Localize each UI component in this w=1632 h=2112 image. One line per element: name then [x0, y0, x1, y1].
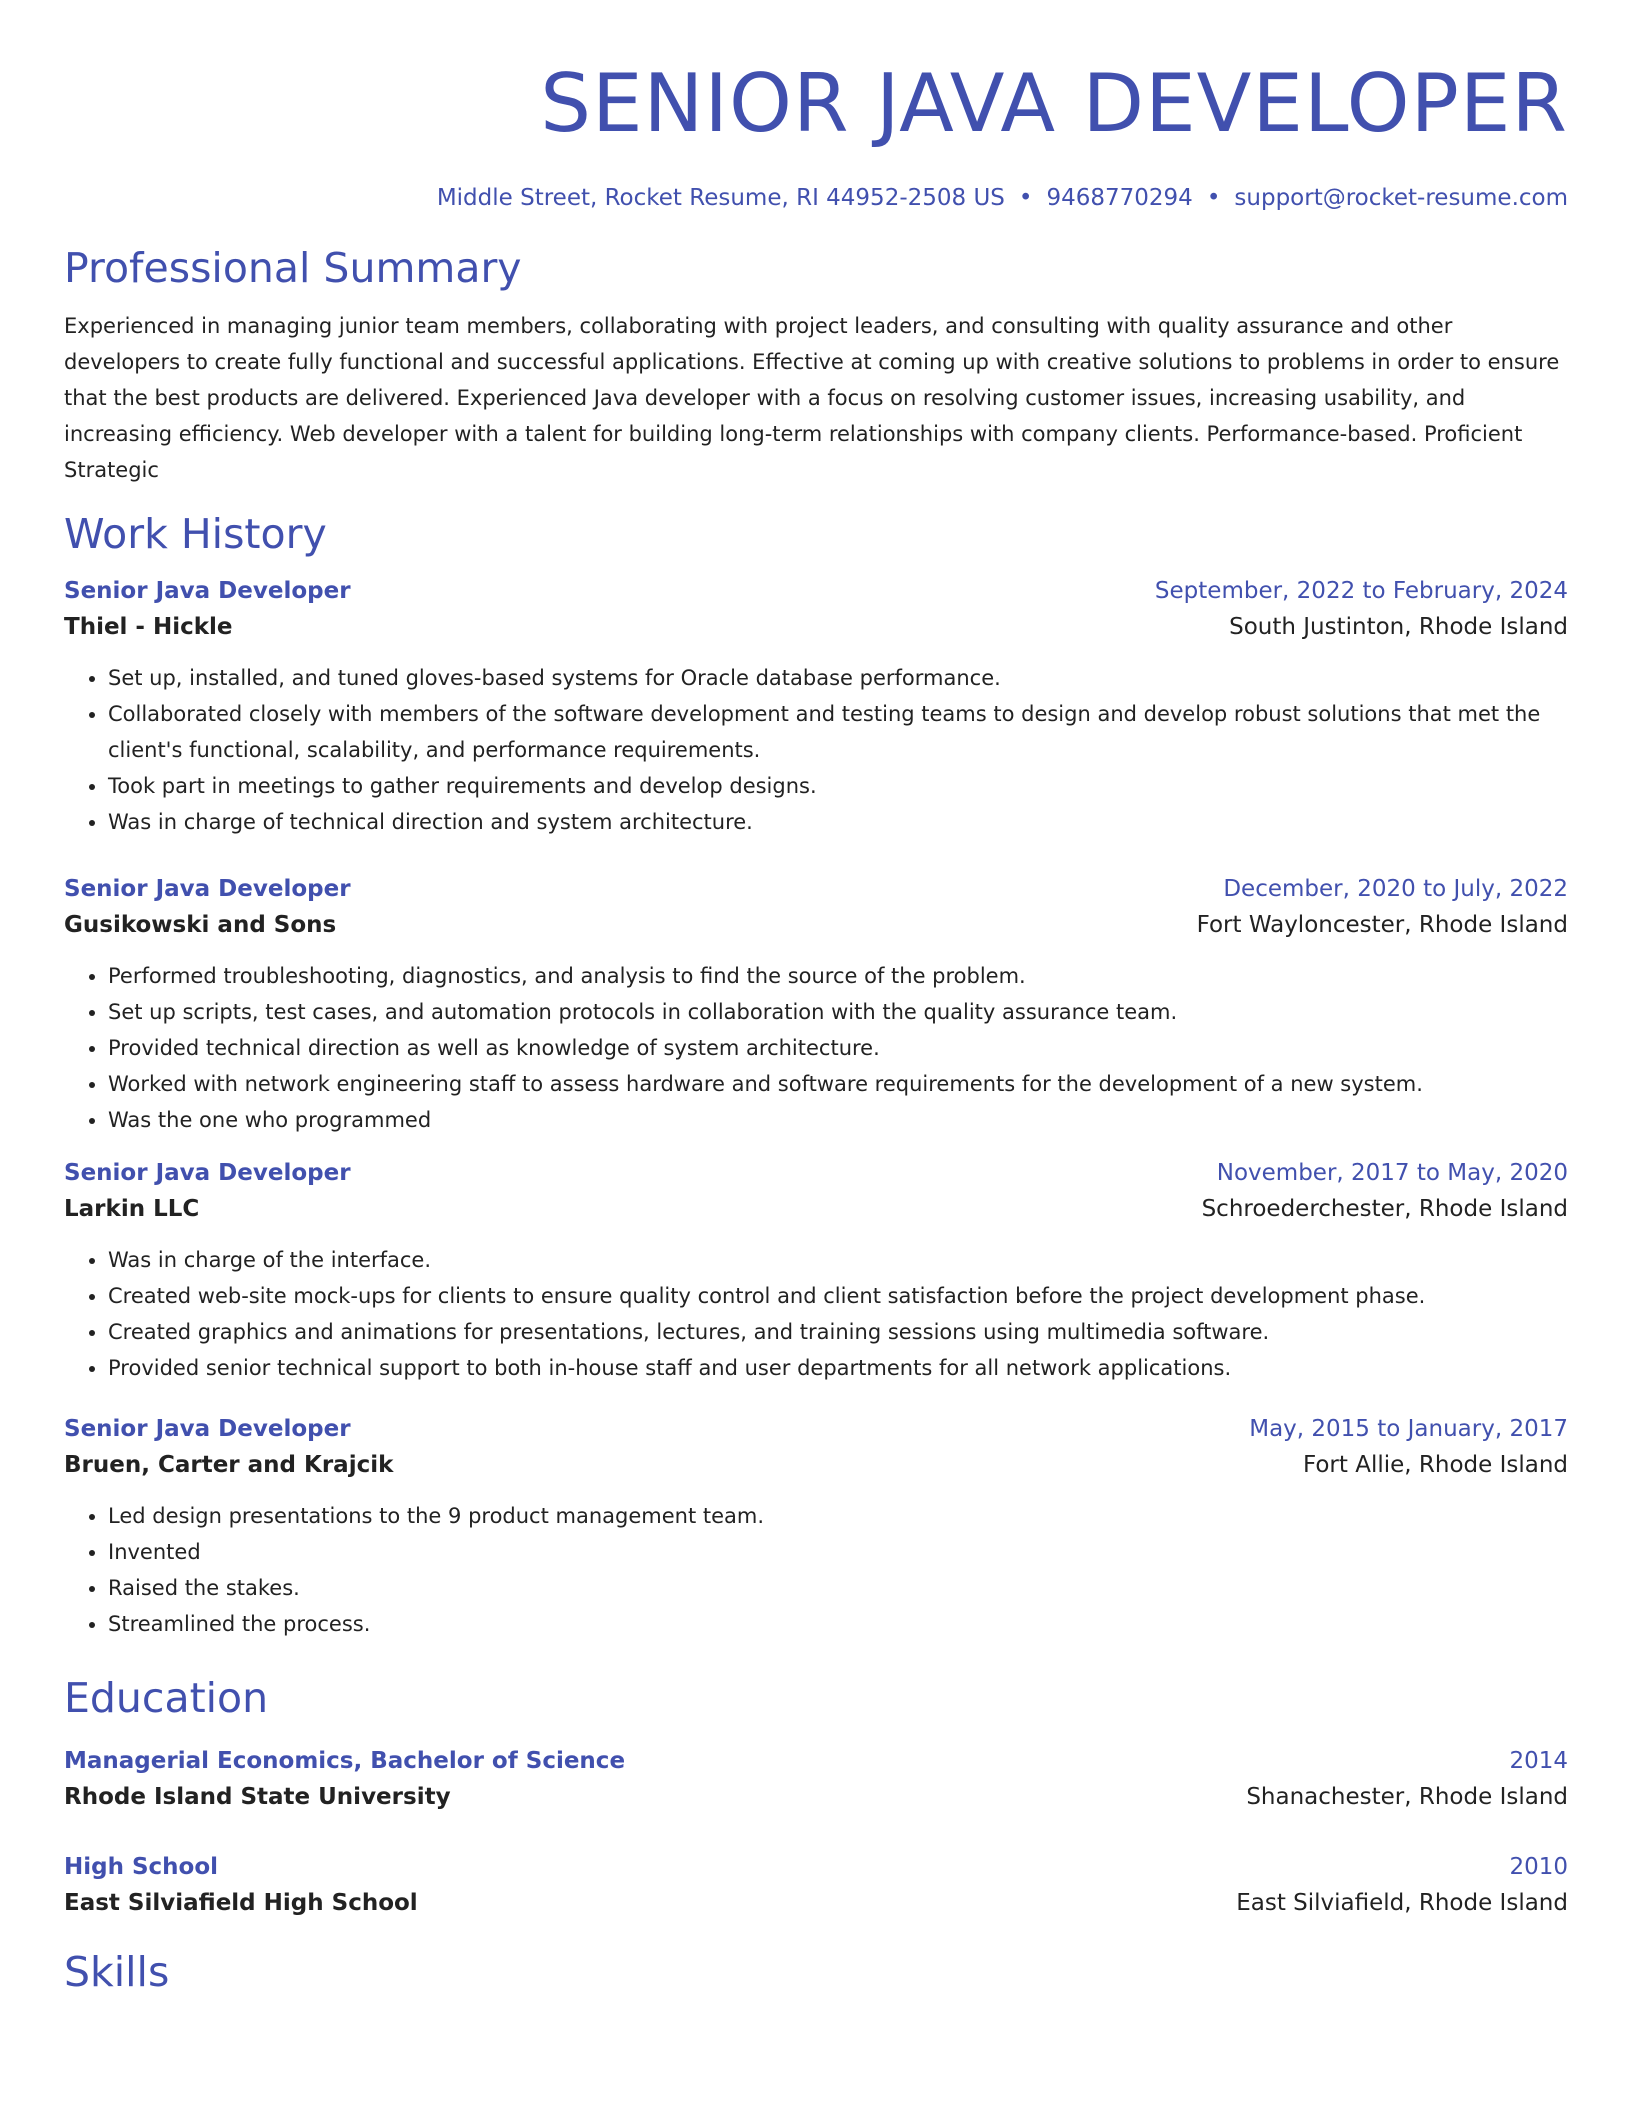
summary-text: Experienced in managing junior team members, collaborating with project leaders, and consulting with quality assurance and other developers to create fully functional and successful applications. Effective at coming up with creative solutions to problems in order to ensure that the best products are delivered. Experienced Java developer with a focus on resolving customer issues, increasing usability, and increasing efficiency. Web developer with a talent for building long-term relationships with company clients. Performance-based. Proficient Strategic [64, 314, 1560, 482]
job-title: Senior Java Developer [64, 578, 351, 604]
job-entry [64, 574, 1568, 840]
job-location: Fort Allie, Rhode Island [1302, 1452, 1568, 1478]
job-bullet: • Worked with network engineering staff to assess hardware and software requirements for the development of a new system. [108, 1066, 1568, 1102]
education-entry [64, 1850, 1568, 1922]
contact-address: Middle Street, Rocket Resume, RI 44952-2508 US [436, 185, 1005, 211]
education-school: Rhode Island State University [64, 1784, 451, 1810]
job-title: Senior Java Developer [64, 1160, 351, 1186]
job-bullet: • Provided senior technical support to both in-house staff and user departments for all network applications. [108, 1350, 1568, 1386]
contact-separator: • [1018, 185, 1033, 211]
job-bullet: • Led design presentations to the 9 product management team. [108, 1498, 1568, 1534]
education-year: 2014 [1509, 1748, 1568, 1774]
job-bullet: • Was in charge of the interface. [108, 1242, 1568, 1278]
education-year: 2010 [1509, 1854, 1568, 1880]
job-entry [64, 1156, 1568, 1386]
job-location: Fort Wayloncester, Rhode Island [1196, 912, 1568, 938]
education-degree: High School [64, 1854, 219, 1880]
education-entry [64, 1744, 1568, 1816]
education-school: East Silviafield High School [64, 1890, 418, 1916]
summary-heading: Professional Summary [64, 244, 522, 292]
job-bullet: • Was in charge of technical direction and system architecture. [108, 804, 1568, 840]
education-heading: Education [64, 1674, 269, 1722]
resume-title: SENIOR JAVA DEVELOPER [540, 57, 1568, 150]
job-bullet: • Invented [108, 1534, 1568, 1570]
job-bullet: • Provided technical direction as well as knowledge of system architecture. [108, 1030, 1568, 1066]
job-bullet: • Raised the stakes. [108, 1570, 1568, 1606]
job-dates: November, 2017 to May, 2020 [1216, 1160, 1568, 1186]
education-location: Shanachester, Rhode Island [1246, 1784, 1568, 1810]
job-entry [64, 1412, 1568, 1642]
job-entry [64, 872, 1568, 1138]
contact-separator: • [1206, 185, 1221, 211]
contact-email: support@rocket-resume.com [1234, 185, 1568, 211]
job-bullet: • Created graphics and animations for presentations, lectures, and training sessions using multimedia software. [108, 1314, 1568, 1350]
job-dates: May, 2015 to January, 2017 [1249, 1416, 1568, 1442]
job-bullets [64, 660, 1568, 840]
job-company: Larkin LLC [64, 1196, 200, 1222]
job-location: Schroederchester, Rhode Island [1201, 1196, 1568, 1222]
job-bullets [64, 1498, 1568, 1642]
resume-page [64, 0, 1568, 1998]
job-dates: September, 2022 to February, 2024 [1154, 578, 1568, 604]
contact-line [64, 182, 1568, 214]
job-bullet: • Collaborated closely with members of the software development and testing teams to design and develop robust solutions that met the client's functional, scalability, and performance requirements. [108, 696, 1568, 768]
job-bullets [64, 1242, 1568, 1386]
contact-phone: 9468770294 [1046, 185, 1193, 211]
job-bullet: • Took part in meetings to gather requirements and develop designs. [108, 768, 1568, 804]
job-company: Thiel - Hickle [64, 614, 233, 640]
education-degree: Managerial Economics, Bachelor of Science [64, 1748, 626, 1774]
job-location: South Justinton, Rhode Island [1229, 614, 1568, 640]
job-title: Senior Java Developer [64, 876, 351, 902]
job-bullets [64, 958, 1568, 1138]
work-history-heading: Work History [64, 510, 327, 558]
job-company: Bruen, Carter and Krajcik [64, 1452, 394, 1478]
job-bullet: • Performed troubleshooting, diagnostics, and analysis to find the source of the problem. [108, 958, 1568, 994]
job-bullet: • Created web-site mock-ups for clients to ensure quality control and client satisfaction before the project development phase. [108, 1278, 1568, 1314]
job-bullet: • Was the one who programmed [108, 1102, 1568, 1138]
job-bullet: • Streamlined the process. [108, 1606, 1568, 1642]
job-company: Gusikowski and Sons [64, 912, 337, 938]
education-location: East Silviafield, Rhode Island [1236, 1890, 1568, 1916]
job-bullet: • Set up scripts, test cases, and automation protocols in collaboration with the quality assurance team. [108, 994, 1568, 1030]
job-bullet: • Set up, installed, and tuned gloves-based systems for Oracle database performance. [108, 660, 1568, 696]
job-title: Senior Java Developer [64, 1416, 351, 1442]
job-dates: December, 2020 to July, 2022 [1223, 876, 1568, 902]
skills-heading: Skills [64, 1948, 170, 1996]
